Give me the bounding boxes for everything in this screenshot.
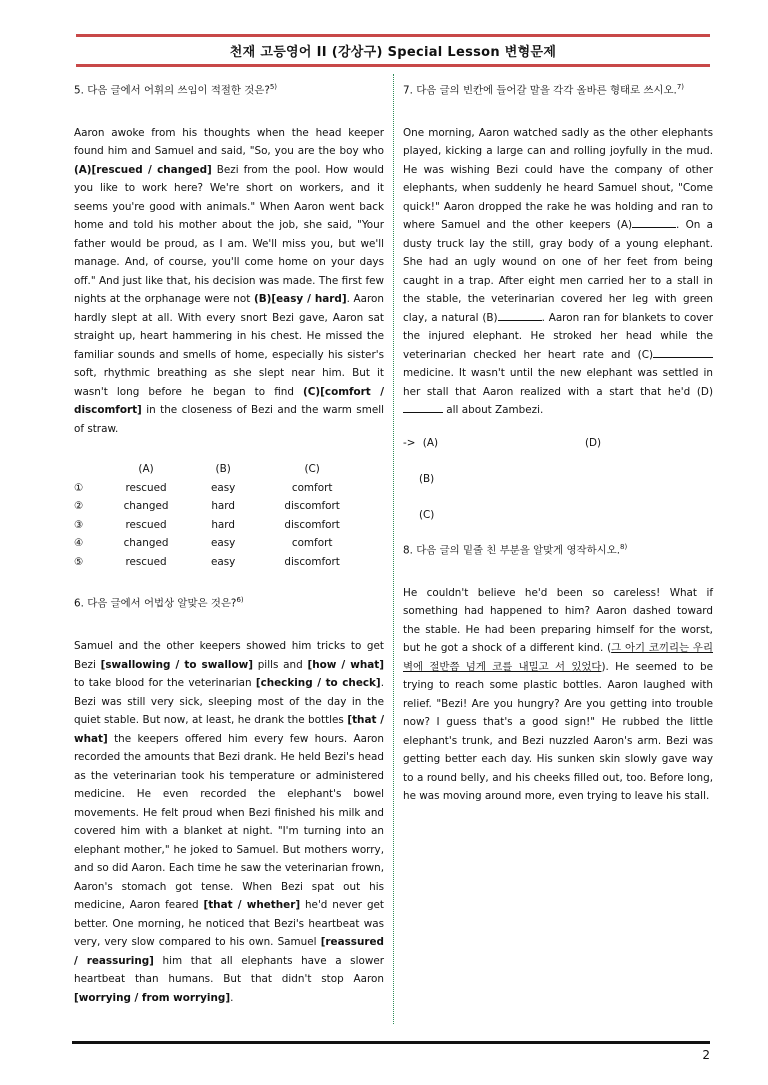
footer-rule [72,1041,710,1044]
q7-answer-label-b: (B) [419,472,435,485]
q6-option-6: [reassured / reassuring] [74,936,384,967]
q5-header-b: (B) [215,463,231,476]
q7-answer-label-a: (A) [422,436,438,449]
q7-blank-b[interactable] [498,309,542,321]
q6-option-7: [worrying / from worrying] [74,991,231,1004]
q6-option-2: [how / what] [307,658,384,671]
q5-header-a: (A) [138,463,154,476]
q5-option-a: (A)[rescued / changed] [74,163,212,176]
left-column [74,78,384,1007]
q7-answer-line-b [403,470,713,488]
q8-footnote: 8) [620,542,628,551]
q6-title: 6. 다음 글에서 어법상 알맞은 것은?$^{6)}$ [74,596,244,610]
q7-answer-label-d: (D) [585,436,602,449]
page-title: 천재 고등영어 II (강상구) Special Lesson 변형문제 [229,45,557,60]
q8-title: 8. 다음 글의 밑줄 친 부분을 알맞게 영작하시오.$^{8)}$ [403,542,628,557]
right-column [403,78,713,806]
q8-passage: He couldn't believe he'd been so careless! What if something had happened to him? Aaron dashed toward the stable. He had been preparing himself for the worst, but he got a shock of a different kind. (그 아기 코끼리는 우리 벽에 절반쯤 넘게 코를 내밀고 서 있었다). He seemed to be trying to reach some plastic bottles. Aaron laughed with relief. "Bezi! Are you hungry? Are you getting into trouble now? I guess that's a good sign!" He rubbed the little elephant's trunk, and Bezi nuzzled Aaron's arm. Bezi was getting better each day. His sunken skin slowly gave way to a round belly, and his cheeks filled out, too. Before long, he was moving around more, even trying to leave his stall. [403,586,713,803]
q6-option-5: [that / whether] [203,899,301,912]
q5-footnote: 5) [269,83,278,91]
q6-option-4: [that / what] [74,714,384,745]
choice-number: ③ [74,518,84,531]
answer-arrow: -> [403,436,416,449]
q5-header-c: (C) [304,463,320,476]
q7-footnote: 7) [676,83,684,91]
q5-option-c: (C)[comfort / discomfort] [74,385,384,417]
q5-choice-header [74,460,374,479]
choice-number: ② [74,500,84,513]
q7-blank-d[interactable] [403,401,443,413]
q5-passage: Aaron awoke from his thoughts when the head keeper found him and Samuel and said, "So, you are the boy who (A)[rescued / changed] Bezi from the pool. How would you like to work here? We're short on workers, and it seems you're good with animals." When Aaron went back home and told his mother about the job, she said, "Your father would be proud, as I am. We'll miss you, but we'll manage. And, of course, you'll come home on your days off." And just like that, his decision was made. The first few nights at the orphanage were not (B)[easy / hard]. Aaron hardly slept at all. With every snort Bezi gave, Aaron sat straight up, heart hammering in his chest. He missed the familiar sounds and smells of home, especially his sister's soft, rhythmic breathing as she slept near him. But it wasn't long before he began to find (C)[comfort / discomfort] in the closeness of Bezi and the warm smell of straw. [74,126,385,435]
choice-number: ⑤ [74,555,84,568]
q7-blank-a[interactable] [632,216,676,228]
q6-option-3: [checking / to check] [255,677,381,690]
column-divider [393,74,394,1024]
q5-choice-row[interactable]: ⑤ rescued easy discomfort [74,553,374,572]
q5-choice-row[interactable]: ① rescued easy comfort [74,479,374,498]
q7-passage: One morning, Aaron watched sadly as the other elephants played, kicking a large can and rolling joyfully in the mud. He was wishing Bezi could have the company of other elephants, when suddenly he heard Samuel shout, "Come quick!" Aaron dropped the rake he was holding and ran to where Samuel and the other keepers (A) . On a dusty truck lay the still, gray body of a young elephant. She had an ugly wound on one of her feet from being caught in a trap. After eight men carried her to a stall in the stable, the veterinarian covered her leg with green clay, a natural (B) . Aaron ran for blankets to cover the injured elephant. He stroked her head while the veterinarian checked her heart rate and (C) medicine. It wasn't until the new elephant was settled in her stall that Aaron realized with a start that he'd (D) all about Zambezi. [403,126,713,417]
header-bottom-rule [76,64,710,67]
q5-choice-row[interactable]: ② changed hard discomfort [74,497,374,516]
q7-answer-line-c [403,506,713,524]
choice-number: ① [74,481,84,494]
q7-answer-line-a [403,434,713,452]
q5-title: 5. 다음 글에서 어휘의 쓰임이 적절한 것은?$^{5)}$ [74,83,278,97]
page-number: 2 [702,1048,710,1062]
q7-answer-label-c: (C) [419,508,435,521]
choice-number: ④ [74,537,84,550]
q6-option-1: [swallowing / to swallow] [100,658,253,671]
header-top-rule [76,34,710,37]
q8-underlined-korean: 그 아기 코끼리는 우리 벽에 절반쯤 넘게 코를 내밀고 서 있었다 [403,642,713,673]
q7-blank-c[interactable] [653,346,713,358]
q6-passage: Samuel and the other keepers showed him tricks to get Bezi [swallowing / to swallow] pills and [how / what] to take blood for the veterinarian [checking / to check]. Bezi was still very sick, sleeping most of the day in the quiet stable. But now, at least, he drank the bottles [that / what] the keepers offered him every few hours. Aaron recorded the amounts that Bezi drank. He held Bezi's head as the veterinarian took his temperature or administered medicine. He even recorded the elephant's bowel movements. He felt proud when Bezi finished his milk and covered him with a blanket at night. "I'm turning into an elephant mother," he joked to Samuel. But mothers worry, and so did Aaron. Each time he saw the veterinarian frown, Aaron's stomach got tense. When Bezi spat out his medicine, Aaron feared [that / whether] he'd never get better. One morning, he noticed that Bezi's heartbeat was very, very slow compared to his own. Samuel [reassured / reassuring] him that all elephants have a slower heartbeat than humans. But that didn't stop Aaron [worrying / from worrying]. [74,640,385,1004]
q5-choice-table [74,460,374,571]
q5-option-b: (B)[easy / hard] [253,293,347,306]
q5-choice-row[interactable]: ③ rescued hard discomfort [74,516,374,535]
q7-title: 7. 다음 글의 빈칸에 들어갈 말을 각각 올바른 형태로 쓰시오.$^{7)}$ [403,83,684,97]
q6-footnote: 6) [236,596,244,605]
q5-choice-row[interactable]: ④ changed easy comfort [74,534,374,553]
